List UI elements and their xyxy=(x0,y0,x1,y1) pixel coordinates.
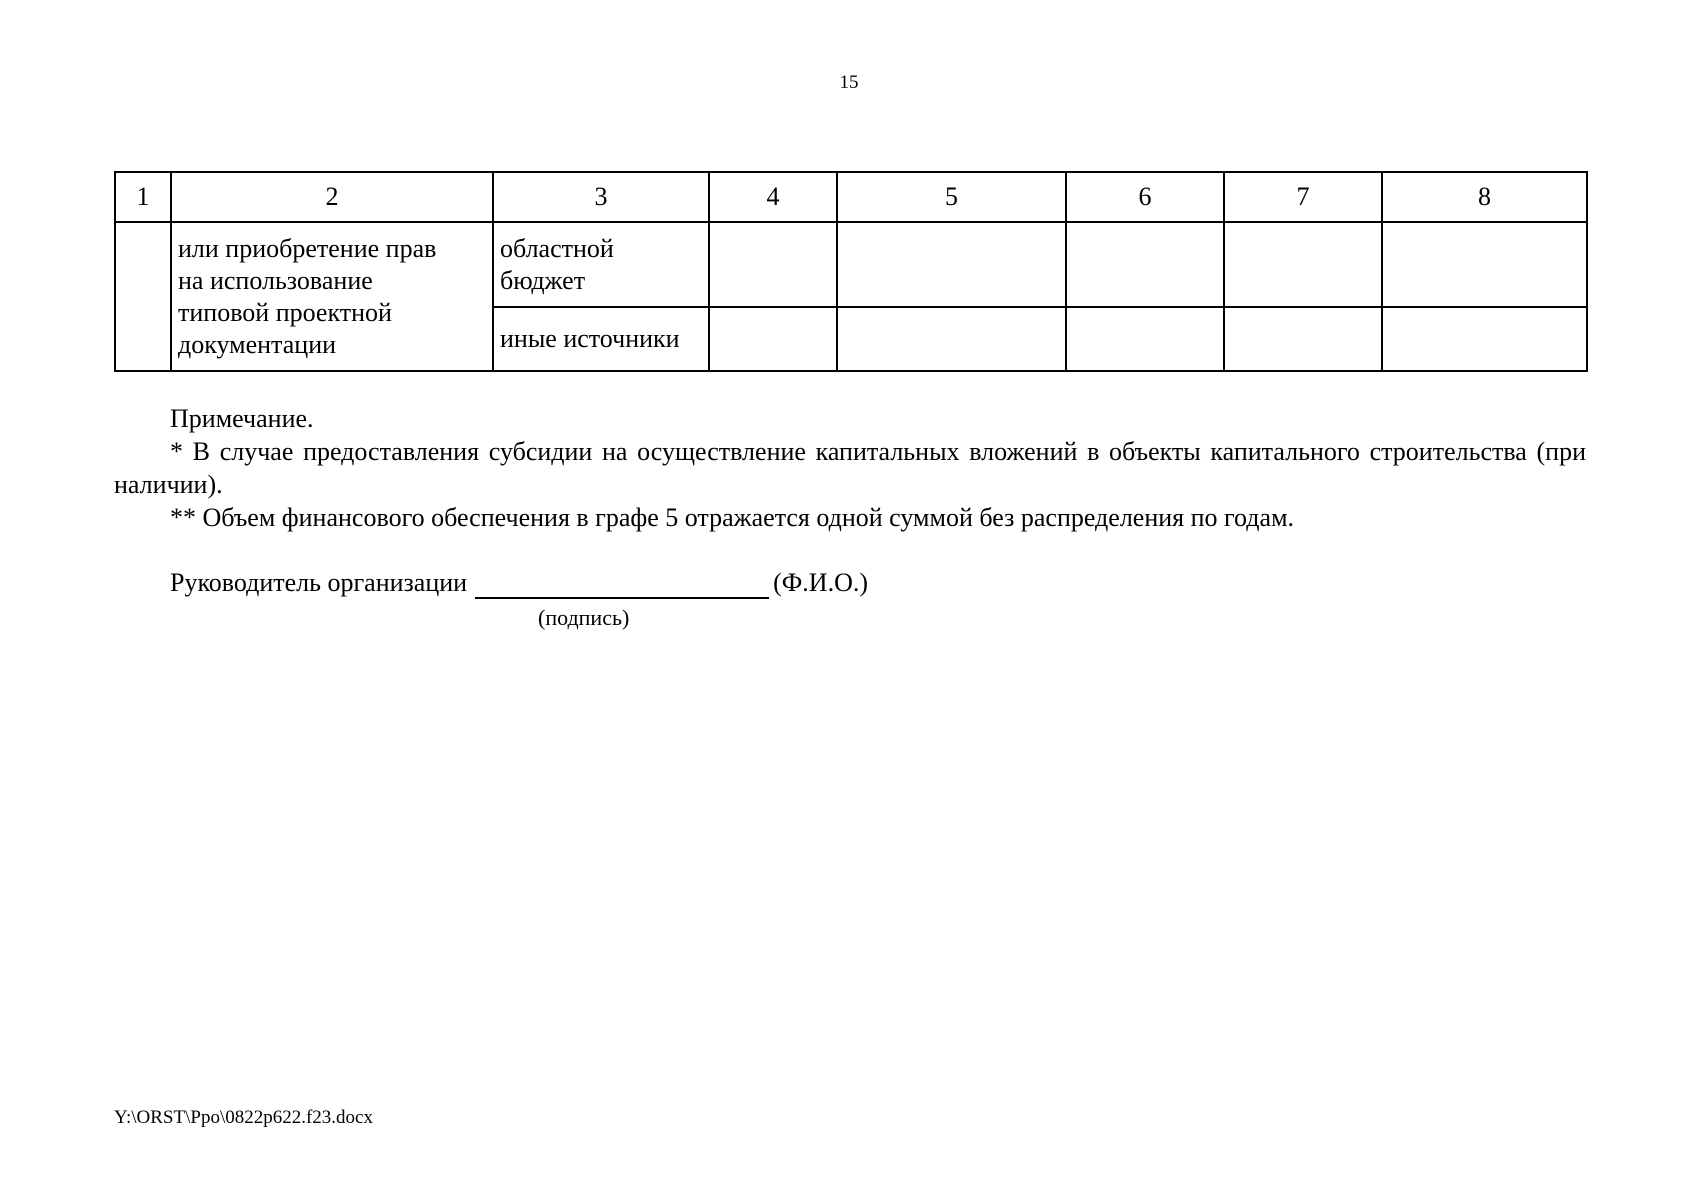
signature-line xyxy=(475,570,769,599)
row-cell-2-line: на использование xyxy=(178,265,373,295)
row-cell-3-regional-budget xyxy=(493,222,709,307)
subrow-cell-5 xyxy=(837,307,1066,371)
row-cell-1 xyxy=(115,222,171,371)
row-cell-2-line: документации xyxy=(178,329,337,359)
row-cell-6 xyxy=(1066,222,1224,307)
notes-heading: Примечание. xyxy=(170,404,314,433)
footer-file-path: Y:\ORST\Ppo\0822p622.f23.docx xyxy=(114,1107,373,1128)
data-table xyxy=(114,171,1588,372)
row-cell-4 xyxy=(709,222,837,307)
signature-label: Руководитель организации xyxy=(170,568,468,597)
header-cell-8: 8 xyxy=(1382,172,1587,222)
header-cell-4: 4 xyxy=(709,172,837,222)
row-cell-2-line: или приобретение прав xyxy=(178,233,437,263)
subrow-cell-4 xyxy=(709,307,837,371)
subrow-cell-6 xyxy=(1066,307,1224,371)
signature-name-placeholder: (Ф.И.О.) xyxy=(773,568,869,597)
table-header-row xyxy=(115,172,1587,222)
regional-budget-line: бюджет xyxy=(500,265,586,295)
row-cell-5 xyxy=(837,222,1066,307)
row-cell-8 xyxy=(1382,222,1587,307)
note-2: ** Объем финансового обеспечения в графе 5 отражается одной суммой без распределения по годам. xyxy=(170,503,1295,532)
subrow-cell-8 xyxy=(1382,307,1587,371)
row-cell-2-line: типовой проектной xyxy=(178,297,392,327)
regional-budget-line: областной xyxy=(500,233,614,263)
row-cell-2 xyxy=(171,222,493,371)
note-1: * В случае предоставления субсидии на осуществление капитальных вложений в объекты капитального строительства (при наличии). xyxy=(114,437,1586,499)
header-cell-1: 1 xyxy=(115,172,171,222)
row-cell-3-other-sources: иные источники xyxy=(493,307,709,371)
signature-caption: (подпись) xyxy=(538,605,630,630)
header-cell-2: 2 xyxy=(171,172,493,222)
row-cell-7 xyxy=(1224,222,1382,307)
header-cell-7: 7 xyxy=(1224,172,1382,222)
table-row xyxy=(115,222,1587,307)
page-number: 15 xyxy=(839,72,859,93)
header-cell-5: 5 xyxy=(837,172,1066,222)
header-cell-6: 6 xyxy=(1066,172,1224,222)
notes-section xyxy=(114,402,1586,534)
subrow-cell-7 xyxy=(1224,307,1382,371)
header-cell-3: 3 xyxy=(493,172,709,222)
signature-block xyxy=(170,567,868,599)
